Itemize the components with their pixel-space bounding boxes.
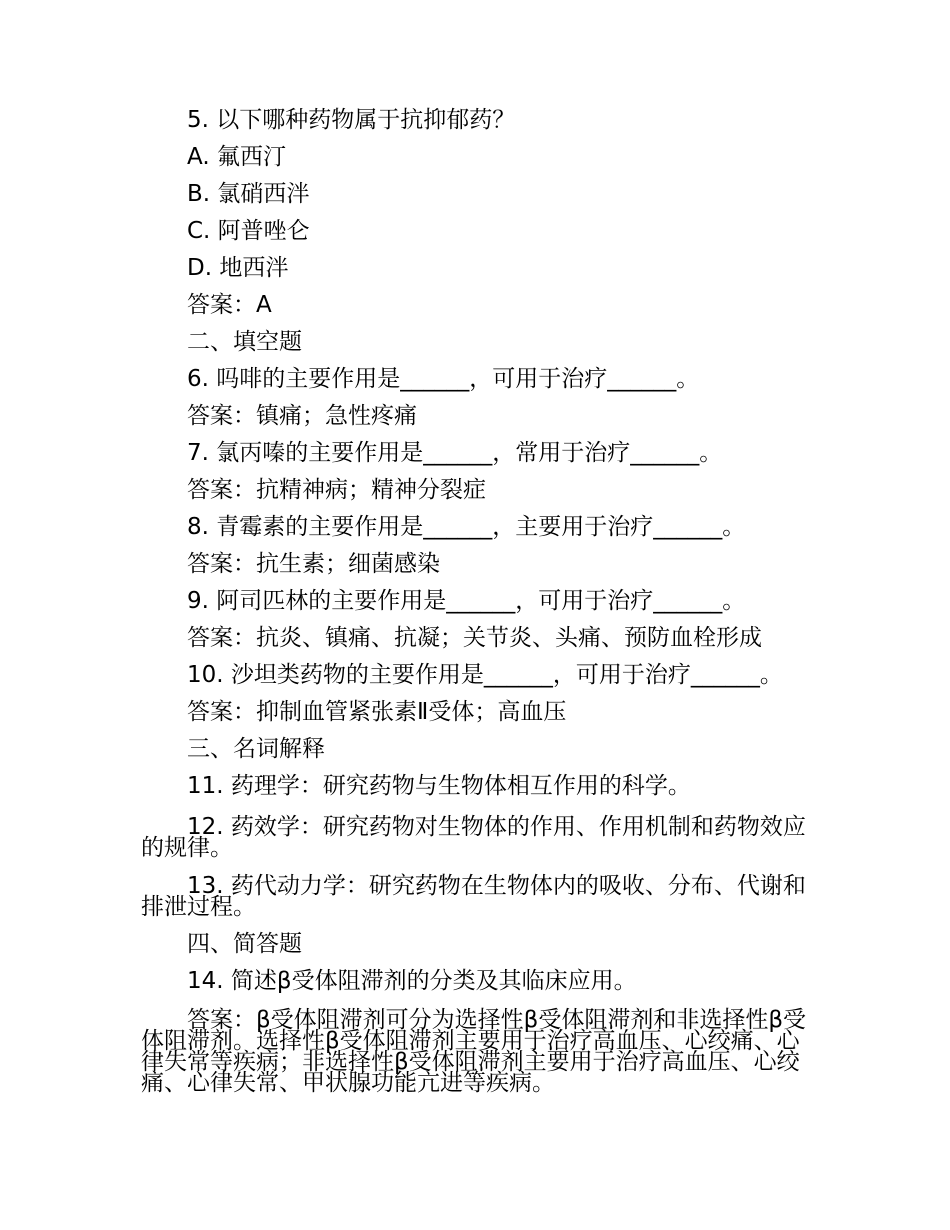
- option-d: D. 地西泮: [187, 255, 289, 281]
- question-8: 8. 青霉素的主要作用是______，主要用于治疗______。: [187, 514, 746, 540]
- term-13: 13. 药代动力学：研究药物在生物体内的吸收、分布、代谢和排泄过程。: [141, 873, 806, 920]
- answer-8: 答案：抗生素；细菌感染: [187, 551, 440, 577]
- option-c: C. 阿普唑仑: [187, 218, 310, 244]
- answer-10: 答案：抑制血管紧张素Ⅱ受体；高血压: [187, 699, 567, 725]
- option-b: B. 氯硝西泮: [187, 181, 310, 207]
- question-5: 5. 以下哪种药物属于抗抑郁药？: [187, 107, 516, 133]
- answer-7: 答案：抗精神病；精神分裂症: [187, 477, 486, 503]
- question-6: 6. 吗啡的主要作用是______，可用于治疗______。: [187, 366, 700, 392]
- answer-14: 答案：β受体阻滞剂可分为选择性β受体阻滞剂和非选择性β受体阻滞剂。选择性β受体阻滞剂主要用于治疗高血压、心绞痛、心律失常等疾病；非选择性β受体阻滞剂主要用于治疗高血压、心绞痛、心律失常、甲状腺功能亢进等疾病。: [141, 1007, 807, 1096]
- answer-9: 答案：抗炎、镇痛、抗凝；关节炎、头痛、预防血栓形成: [187, 625, 762, 651]
- question-7: 7. 氯丙嗪的主要作用是______，常用于治疗______。: [187, 440, 723, 466]
- answer-5: 答案：A: [187, 292, 272, 318]
- section-title-terms: 三、名词解释: [187, 736, 325, 762]
- term-12: 12. 药效学：研究药物对生物体的作用、作用机制和药物效应的规律。: [141, 814, 806, 861]
- section-title-short-answer: 四、简答题: [187, 931, 302, 957]
- option-a: A. 氟西汀: [187, 144, 286, 170]
- question-10: 10. 沙坦类药物的主要作用是______，可用于治疗______。: [187, 662, 783, 688]
- question-9: 9. 阿司匹林的主要作用是______，可用于治疗______。: [187, 588, 746, 614]
- section-title-fill-in: 二、填空题: [187, 329, 302, 355]
- answer-6: 答案：镇痛；急性疼痛: [187, 403, 417, 429]
- term-11: 11. 药理学：研究药物与生物体相互作用的科学。: [187, 773, 691, 799]
- question-14: 14. 简述β受体阻滞剂的分类及其临床应用。: [187, 968, 637, 994]
